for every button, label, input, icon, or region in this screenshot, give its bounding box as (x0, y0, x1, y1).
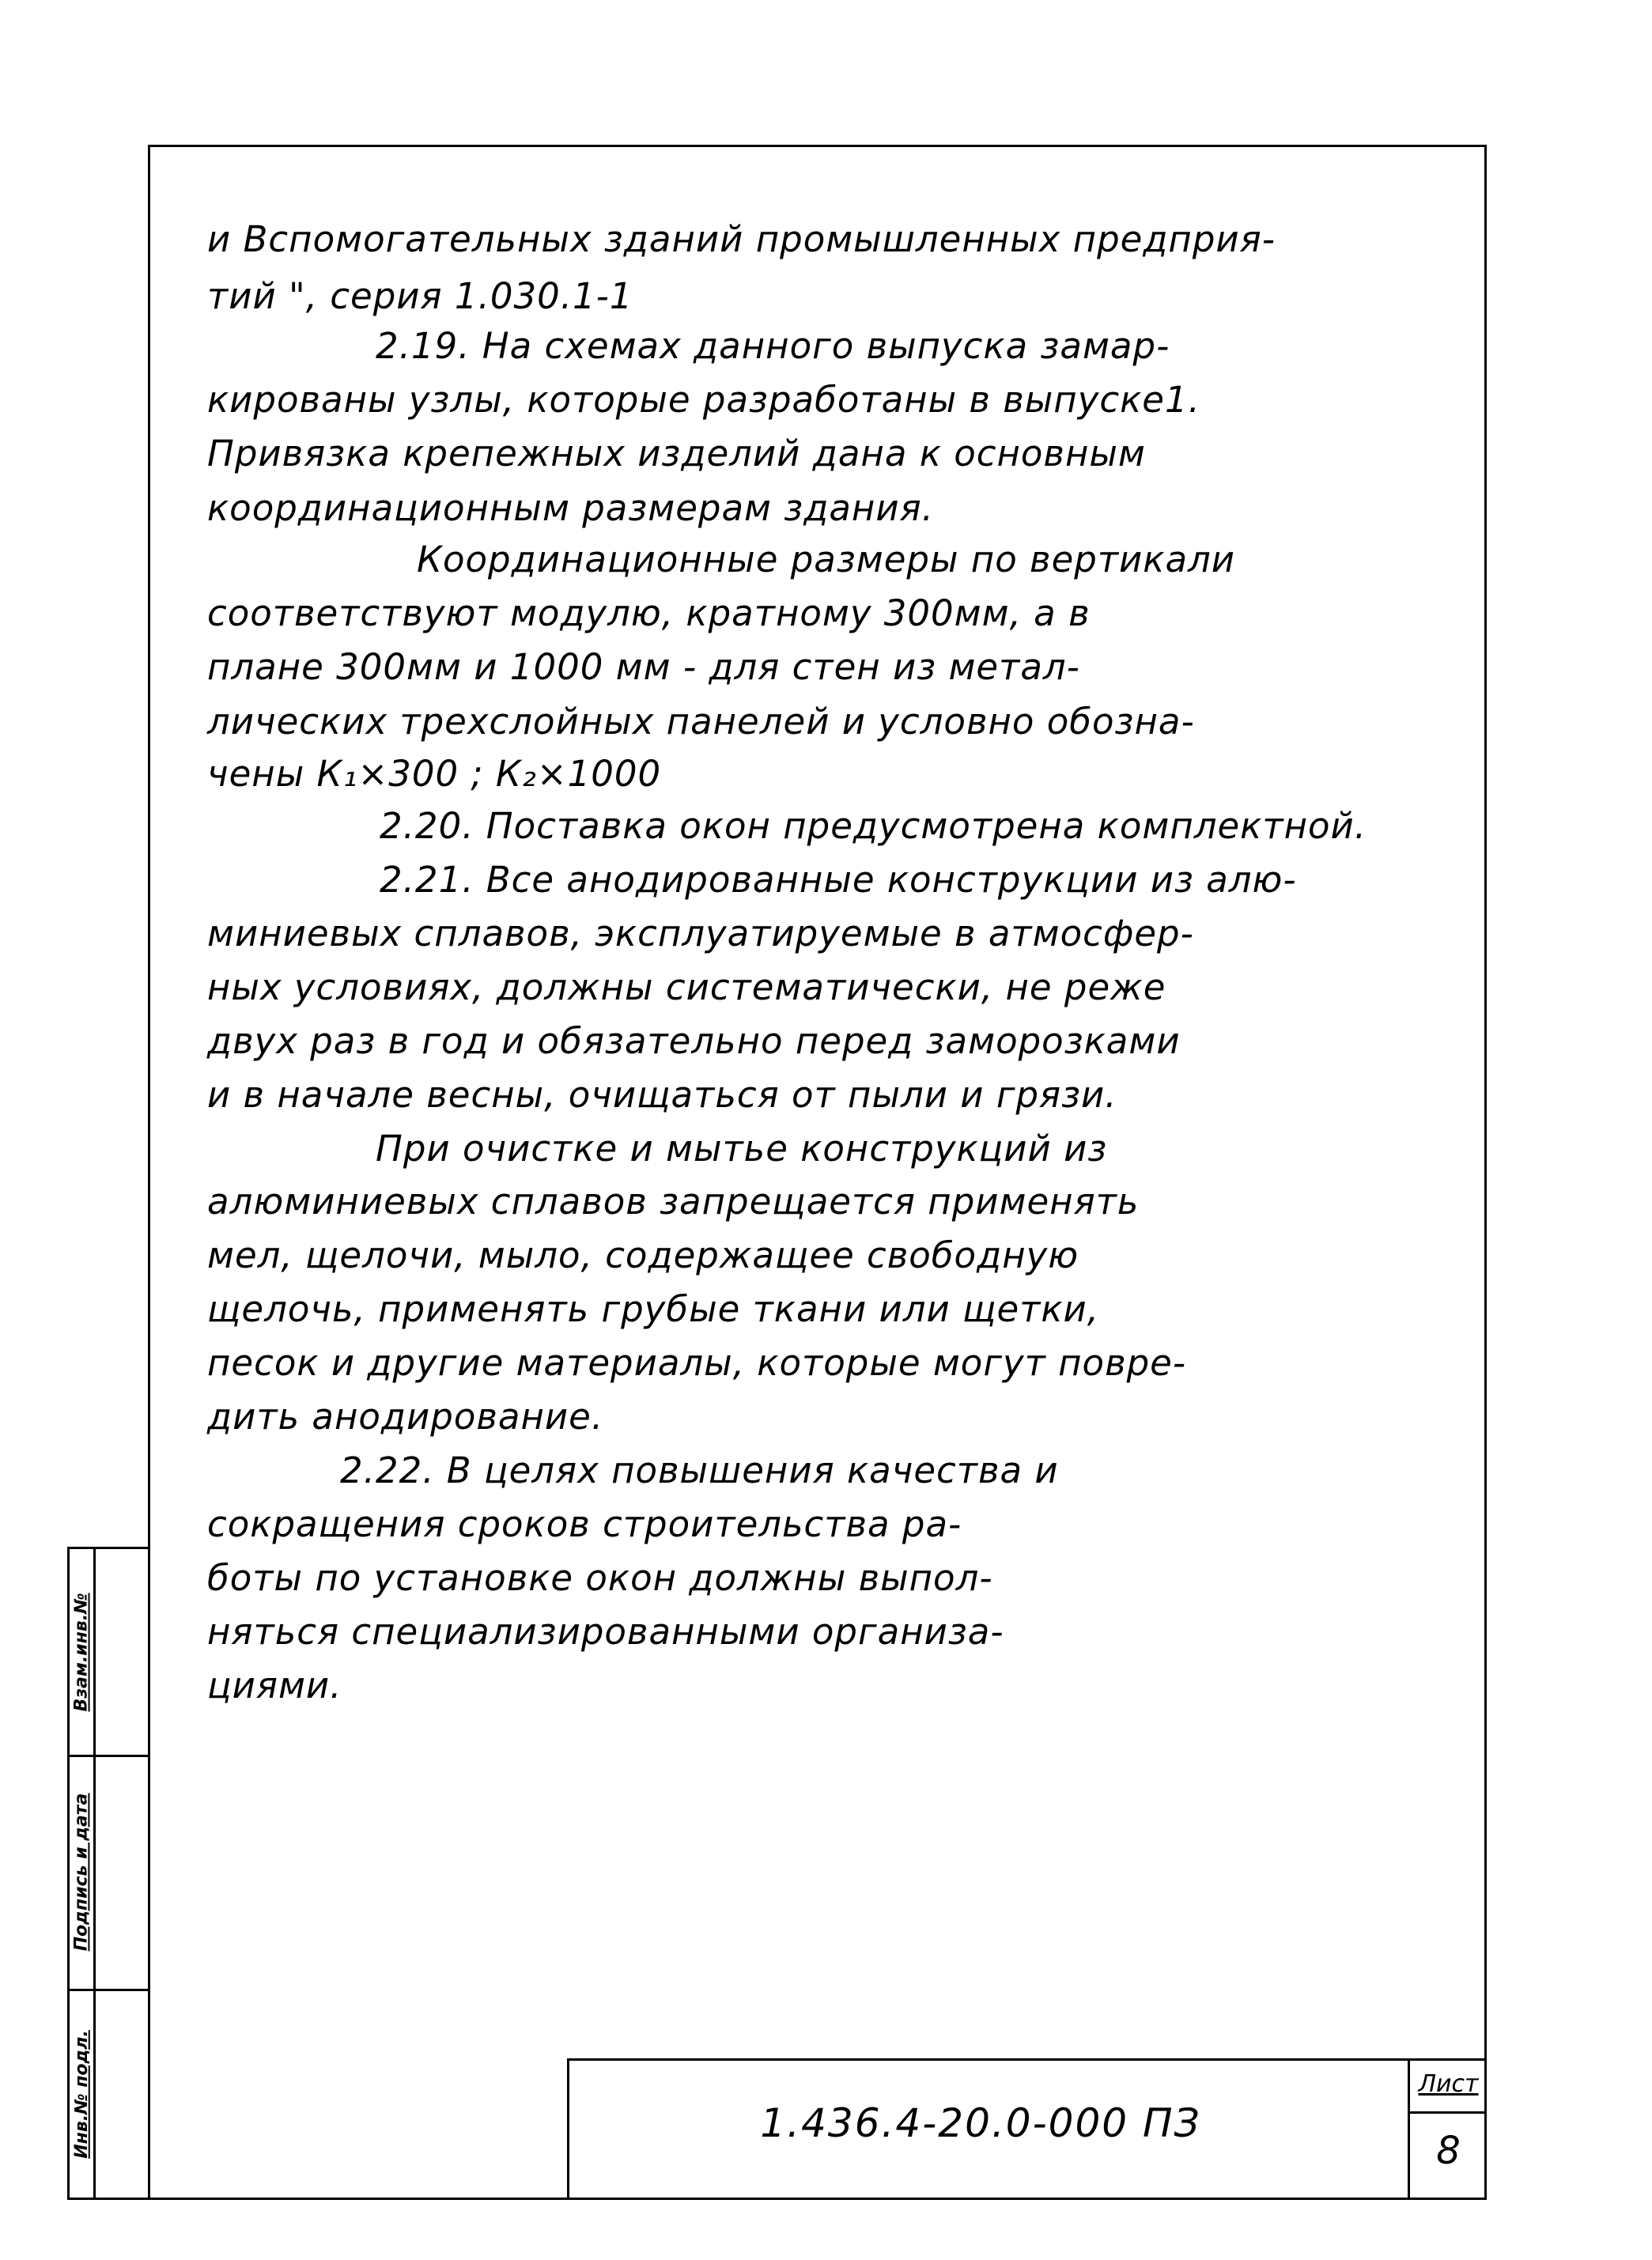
body-text (150, 147, 1489, 2202)
text-line-4: кированы узлы, которые разработаны в выпуске1. (207, 379, 1200, 421)
text-line-5: Привязка крепежных изделий дана к основным (207, 433, 1146, 474)
text-line-28: циями. (207, 1665, 342, 1706)
text-line-14: миниевых сплавов, эксплуатируемые в атмосфер- (207, 913, 1194, 954)
sheet-frame (148, 145, 1487, 2200)
text-line-13: 2.21. Все анодированные конструкции из алю- (380, 859, 1297, 901)
text-line-3: 2.19. На схемах данного выпуска замар- (376, 325, 1170, 367)
sign-date-label: Подпись и дата (71, 1793, 92, 1951)
sheet-box-divider (1410, 2111, 1487, 2114)
text-line-7: Координационные размеры по вертикали (417, 539, 1236, 580)
text-line-19: алюминиевых сплавов запрещается применять (207, 1181, 1140, 1223)
document-code: 1.436.4-20.0-000 ПЗ (760, 2100, 1201, 2146)
text-line-10: лических трехслойных панелей и условно обозна- (207, 701, 1195, 743)
inv-orig-label: Инв.№ подл. (71, 2030, 92, 2159)
text-line-11: чены К₁×300 ; К₂×1000 (207, 753, 662, 795)
text-line-22: песок и другие материалы, которые могут повре- (207, 1342, 1187, 1384)
text-line-26: боты по установке окон должны выпол- (207, 1557, 993, 1599)
text-line-25: сокращения сроков строительства ра- (207, 1503, 962, 1545)
text-line-8: соответствуют модулю, кратному 300мм, а в (207, 592, 1091, 634)
text-line-23: дить анодирование. (207, 1396, 604, 1438)
replace-inv-label: Взам.инв.№ (71, 1592, 92, 1712)
text-line-6: координационным размерам здания. (207, 487, 934, 529)
text-line-24: 2.22. В целях повышения качества и (340, 1449, 1059, 1491)
text-line-9: плане 300мм и 1000 мм - для стен из метал- (207, 646, 1080, 688)
text-line-27: няться специализированными организа- (207, 1611, 1004, 1653)
title-block (567, 2058, 1487, 2200)
text-line-2: тий ", серия 1.030.1-1 (207, 275, 633, 317)
sheet-number: 8 (1436, 2129, 1461, 2173)
sheet-box (1408, 2061, 1487, 2200)
text-line-18: При очистке и мытье конструкций из (376, 1128, 1108, 1170)
side-stamp-inner-line (93, 1549, 96, 2198)
text-line-20: мел, щелочи, мыло, содержащее свободную (207, 1234, 1079, 1276)
sheet-label: Лист (1418, 2070, 1479, 2098)
text-line-12: 2.20. Поставка окон предусмотрена комплектной. (380, 805, 1367, 847)
text-line-21: щелочь, применять грубые ткани или щетки, (207, 1288, 1100, 1330)
text-line-1: и Вспомогательных зданий промышленных предприя- (207, 218, 1276, 260)
text-line-17: и в начале весны, очищаться от пыли и грязи. (207, 1074, 1117, 1116)
text-line-15: ных условиях, должны систематически, не реже (207, 966, 1166, 1008)
side-stamp-column (67, 1547, 148, 2200)
text-line-16: двух раз в год и обязательно перед заморозками (207, 1020, 1181, 1062)
